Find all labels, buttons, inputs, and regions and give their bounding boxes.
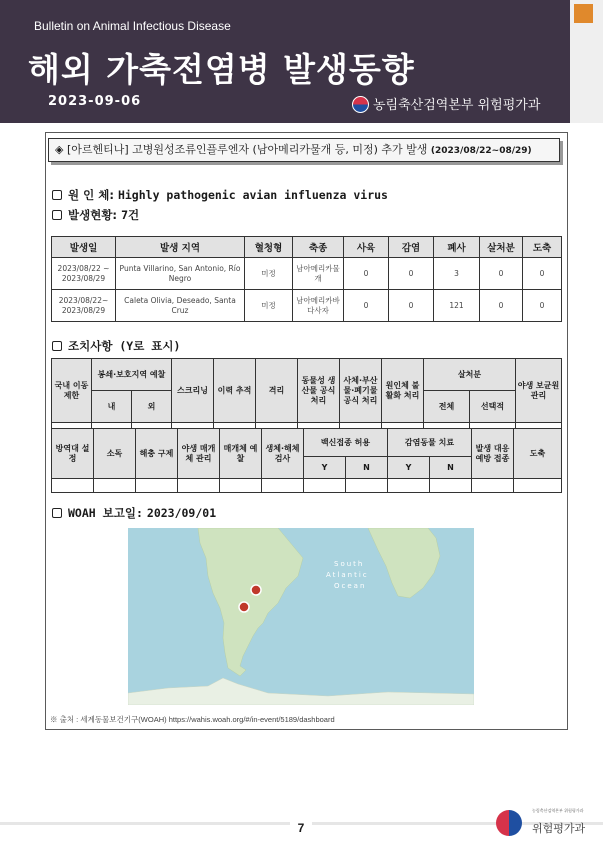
outbreak-header-row [52,237,562,258]
agent-line [52,187,388,203]
col-header: 살처분 [480,237,523,258]
status-line [52,207,139,223]
diamond-icon: ◈ [55,143,64,156]
woah-date: 2023/09/01 [146,506,217,520]
outbreak-map[interactable] [128,528,474,705]
measure-header: 살처분 [424,359,516,391]
report-title-dates: (2023/08/22~08/29) [430,146,532,156]
table-row [52,290,562,322]
measures-label: 조치사항 (Y로 표시) [68,339,181,353]
measures-section [52,338,180,354]
table-cell: Caleta Olivia, Deseado, Santa Cruz [116,290,245,322]
table-cell: 3 [434,258,480,290]
measure-header: 이력 추적 [214,359,256,423]
measure-header: 스크리닝 [172,359,214,423]
measure-header: 원인체 불활화 처리 [382,359,424,423]
measure-header: 야생 보균원 관리 [516,359,562,423]
measure-header: 국내 이동 제한 [52,359,92,423]
table-cell: 0 [344,258,389,290]
status-label: 발생현황: [68,208,118,222]
outbreak-marker [251,585,261,595]
measure-subheader: Y [388,457,430,479]
table-cell: 0 [389,258,434,290]
measure-header: 격리 [256,359,298,423]
ocean-label: Ocean [334,582,367,590]
measure-header: 소독 [94,429,136,479]
table-cell: 미정 [245,290,293,322]
measures-table-1 [51,358,562,437]
measure-header: 발생 대응 예방 접종 [472,429,514,479]
table-cell: 0 [523,290,562,322]
measure-header: 야생 매개체 관리 [178,429,220,479]
measure-subheader: 선택적 [470,391,516,423]
col-header: 발생 지역 [116,237,245,258]
table-cell: 2023/08/22~ 2023/08/29 [52,290,116,322]
checkbox-icon [52,341,62,351]
measure-header: 봉쇄·보호지역 예찰 [92,359,172,391]
col-header: 도축 [523,237,562,258]
measure-header: 매개체 예찰 [220,429,262,479]
measure-subheader: Y [304,457,346,479]
report-title-bar [48,138,560,162]
table-cell: 0 [389,290,434,322]
agency-label: 농림축산검역본부 위험평가과 [352,94,540,113]
col-header: 혈청형 [245,237,293,258]
measure-subheader: 내 [92,391,132,423]
table-cell: 남아메리카물개 [293,258,344,290]
outbreak-marker [239,602,249,612]
table-cell: Punta Villarino, San Antonio, Río Negro [116,258,245,290]
footer-logo-main: 위험평가과 [532,822,586,835]
col-header: 발생일 [52,237,116,258]
table-row [52,258,562,290]
measure-header: 해충 구제 [136,429,178,479]
ocean-label: South [334,560,365,568]
table-cell: 미정 [245,258,293,290]
measure-subheader: 외 [132,391,172,423]
report-title: [아르헨티나] 고병원성조류인플루엔자 (남아메리카물개 등, 미정) 추가 발생 [66,143,428,156]
footer-logo-sub: 농림축산검역본부 위험평가과 [532,808,584,813]
source-note: ※ 출처 : 세계동물보건기구(WOAH) https://wahis.woah.org/#/in-event/5189/dashboard [50,715,335,724]
col-header: 축종 [293,237,344,258]
col-header: 사육 [344,237,389,258]
woah-label: WOAH 보고일: [68,506,143,520]
measure-header: 백신접종 허용 [304,429,388,457]
measure-header: 방역대 설정 [52,429,94,479]
ocean-label: Atlantic [326,571,369,579]
page-number: 7 [290,818,312,838]
table-cell: 0 [480,258,523,290]
checkbox-icon [52,210,62,220]
table-cell: 2023/08/22 ~ 2023/08/29 [52,258,116,290]
measure-header: 사체·부산물·폐기물 공식 처리 [340,359,382,423]
measures-table-2 [51,428,562,493]
measure-header: 감염동물 치료 [388,429,472,457]
measure-subheader: N [346,457,388,479]
outbreak-table [51,236,562,322]
table-cell: 0 [480,290,523,322]
issue-date: 2023-09-06 [48,94,142,109]
corner-accent [574,4,593,23]
measure-subheader: N [430,457,472,479]
checkbox-icon [52,508,62,518]
measure-subheader: 전체 [424,391,470,423]
page-title: 해외 가축전염병 발생동향 [28,50,415,89]
agent-label: 원 인 체: [68,188,114,202]
measure-header: 도축 [514,429,562,479]
measure-header: 동물성 생산물 공식 처리 [298,359,340,423]
col-header: 폐사 [434,237,480,258]
government-logo-icon [352,96,369,113]
table-cell: 0 [344,290,389,322]
col-header: 감염 [389,237,434,258]
table-cell: 0 [523,258,562,290]
agent-value: Highly pathogenic avian influenza virus [117,188,388,202]
table-cell: 남아메리카바다사자 [293,290,344,322]
bulletin-label: Bulletin on Animal Infectious Disease [34,19,231,33]
measure-value-row [52,479,562,493]
government-logo-icon [496,810,522,836]
measure-header: 생체·해체 검사 [262,429,304,479]
table-cell: 121 [434,290,480,322]
checkbox-icon [52,190,62,200]
woah-line [52,505,216,521]
status-value: 7건 [121,208,140,222]
